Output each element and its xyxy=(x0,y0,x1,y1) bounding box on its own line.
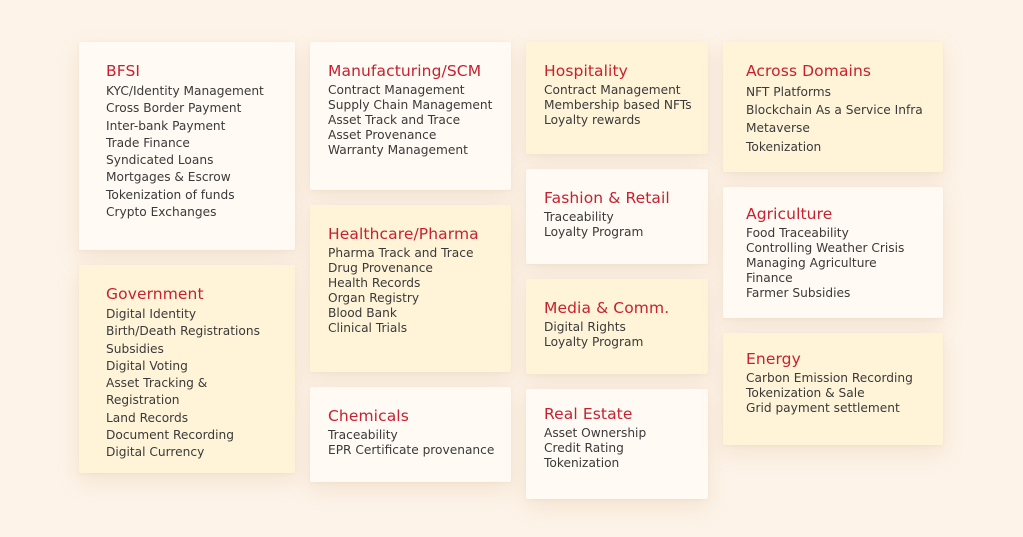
card-list xyxy=(746,83,921,156)
list-item: Loyalty Program xyxy=(544,335,644,350)
list-item: Tokenization xyxy=(746,139,822,154)
list-item: Carbon Emission Recording xyxy=(746,371,913,385)
list-item: Inter-bank Payment xyxy=(106,118,226,133)
list-item: Mortgages & Escrow xyxy=(106,170,231,185)
list-item: Pharma Track and Trace xyxy=(328,246,474,260)
list-item: Digital Rights xyxy=(544,320,626,334)
list-item: Birth/Death Registrations xyxy=(106,324,260,339)
card-list xyxy=(328,246,489,337)
card-title: Real Estate xyxy=(544,405,633,423)
list-item: Traceability xyxy=(544,210,614,224)
list-item: KYC/Identity Management xyxy=(106,84,264,98)
list-item: Tokenization of funds xyxy=(106,187,235,202)
card-title: Manufacturing/SCM xyxy=(328,62,482,80)
card-hospitality xyxy=(526,42,708,154)
card-across-domains xyxy=(723,42,943,172)
list-item: Digital Identity xyxy=(106,307,197,321)
card-title: Agriculture xyxy=(746,205,833,223)
card-title: BFSI xyxy=(106,62,141,80)
list-item: NFT Platforms xyxy=(746,85,831,99)
list-item: Grid payment settlement xyxy=(746,401,900,416)
list-item: Drug Provenance xyxy=(328,261,433,276)
list-item: Land Records xyxy=(106,410,189,425)
list-item: Warranty Management xyxy=(328,143,468,158)
list-item: Digital Currency xyxy=(106,445,205,460)
card-list xyxy=(328,428,495,458)
card-real-estate xyxy=(526,389,708,499)
list-item: Trade Finance xyxy=(106,135,190,150)
list-item: EPR Certificate provenance xyxy=(328,443,495,458)
list-item: Digital Voting xyxy=(106,358,188,373)
card-healthcare-pharma xyxy=(310,205,511,372)
list-item: Tokenization & Sale xyxy=(746,386,865,401)
card-list xyxy=(106,306,273,462)
list-item: Health Records xyxy=(328,276,421,291)
list-item: Food Traceability xyxy=(746,226,849,240)
card-media-comm xyxy=(526,279,708,374)
list-item: Organ Registry xyxy=(328,291,420,306)
list-item: Finance xyxy=(746,271,793,286)
list-item: Traceability xyxy=(328,428,398,442)
list-item: Blood Bank xyxy=(328,306,397,321)
list-item: Credit Rating xyxy=(544,441,624,456)
card-title: Government xyxy=(106,285,204,303)
list-item: Contract Management xyxy=(328,83,465,97)
list-item: Crypto Exchanges xyxy=(106,205,217,220)
card-agriculture xyxy=(723,187,943,318)
list-item: Loyalty rewards xyxy=(544,113,641,128)
list-item: Loyalty Program xyxy=(544,225,644,240)
list-item: Farmer Subsidies xyxy=(746,286,851,301)
card-title: Fashion & Retail xyxy=(544,189,670,207)
card-title: Chemicals xyxy=(328,407,409,425)
card-chemicals xyxy=(310,387,511,482)
card-list xyxy=(544,210,686,240)
card-fashion-retail xyxy=(526,169,708,264)
list-item: Asset Tracking & xyxy=(106,376,208,391)
card-title: Energy xyxy=(746,350,801,368)
list-item: Supply Chain Management xyxy=(328,98,493,113)
list-item: Syndicated Loans xyxy=(106,153,214,168)
card-title: Healthcare/Pharma xyxy=(328,225,479,243)
card-government xyxy=(79,265,295,473)
card-bfsi xyxy=(79,42,295,250)
list-item: Clinical Trials xyxy=(328,321,408,336)
list-item: Tokenization xyxy=(544,456,620,471)
list-item: Asset Provenance xyxy=(328,128,437,143)
list-item: Registration xyxy=(106,393,180,408)
card-title: Media & Comm. xyxy=(544,299,670,317)
list-item: Asset Track and Trace xyxy=(328,113,461,128)
list-item: Subsidies xyxy=(106,341,164,356)
card-list xyxy=(544,83,692,128)
card-list xyxy=(544,320,686,350)
card-title: Across Domains xyxy=(746,62,872,80)
list-item: Document Recording xyxy=(106,428,234,443)
list-item: Contract Management xyxy=(544,83,681,97)
list-item: Metaverse xyxy=(746,121,810,136)
card-list xyxy=(544,426,686,471)
card-list xyxy=(106,83,273,221)
card-list xyxy=(328,83,493,158)
card-list xyxy=(746,371,921,416)
card-energy xyxy=(723,333,943,445)
list-item: Cross Border Payment xyxy=(106,101,242,116)
list-item: Membership based NFTs xyxy=(544,98,692,113)
card-list xyxy=(746,226,921,301)
list-item: Controlling Weather Crisis xyxy=(746,241,905,256)
card-title: Hospitality xyxy=(544,62,628,80)
list-item: Managing Agriculture xyxy=(746,256,877,271)
list-item: Blockchain As a Service Infra xyxy=(746,103,923,118)
card-manufacturing-scm xyxy=(310,42,511,190)
list-item: Asset Ownership xyxy=(544,426,647,440)
